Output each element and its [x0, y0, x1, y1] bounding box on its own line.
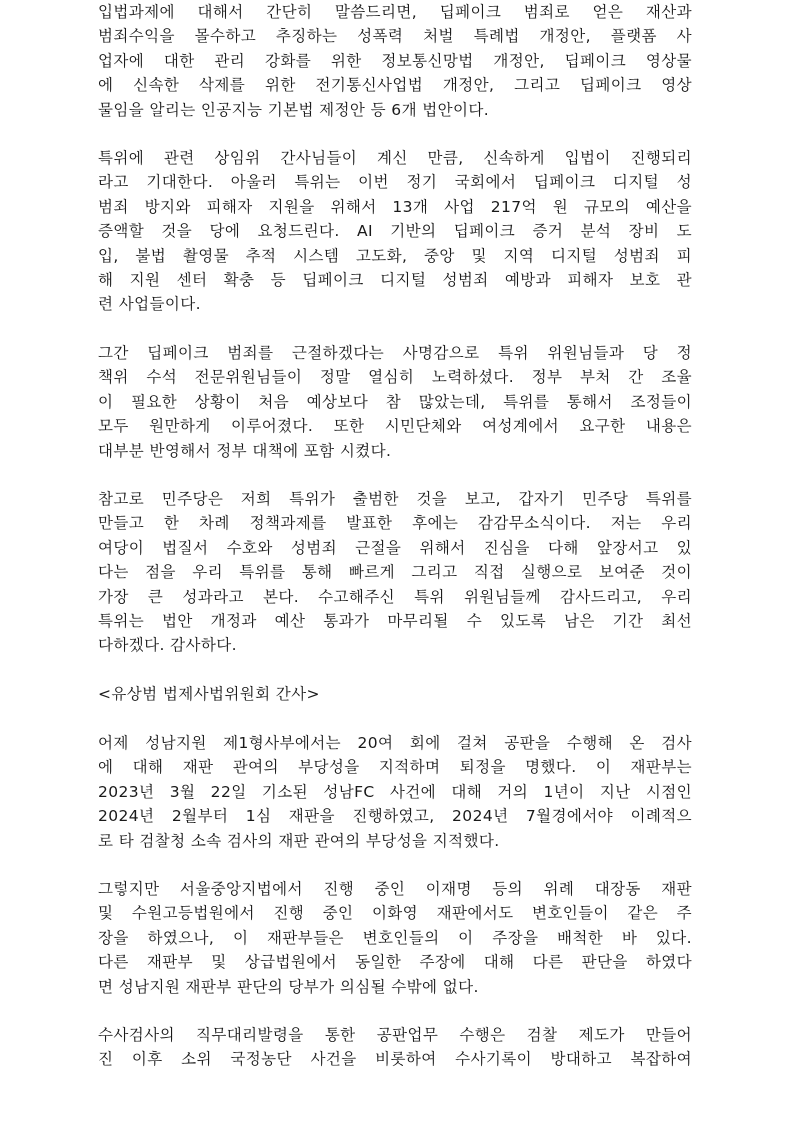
text-line: 입, 불법 촬영물 추적 시스템 고도화, 중앙 및 지역 디지털 성범죄 피	[98, 246, 692, 265]
paragraph-legislative-tasks	[98, 0, 692, 122]
text-line: 업자에 대한 관리 강화를 위한 정보통신망법 개정안, 딥페이크 영상물	[98, 51, 692, 70]
text-line: 그렇지만 서울중앙지법에서 진행 중인 이재명 등의 위례 대장동 재판	[98, 880, 692, 898]
text-line: 라고 기대한다. 아울러 특위는 이번 정기 국회에서 딥페이크 디지털 성	[98, 173, 692, 192]
text-line: 련 사업들이다.	[98, 295, 201, 314]
text-line: 2024년 2월부터 1심 재판을 진행하였고, 2024년 7월경에서야 이례적으	[98, 807, 692, 826]
text-line: 어제 성남지원 제1형사부에서는 20여 회에 걸쳐 공판을 수행해 온 검사	[98, 734, 692, 752]
text-line: 해 지원 센터 확충 등 딥페이크 디지털 성범죄 예방과 피해자 보호 관	[98, 271, 692, 290]
paragraph-committee-efforts	[98, 341, 692, 463]
text-line: 가장 큰 성과라고 본다. 수고해주신 특위 위원님들께 감사드리고, 우리	[98, 587, 692, 606]
text-line: 다는 점을 우리 특위를 통해 빠르게 그리고 직접 실행으로 보여준 것이	[98, 563, 692, 582]
text-line: 여당이 법질서 수호와 성범죄 근절을 위해서 진심을 다해 앞장서고 있	[98, 538, 692, 557]
text-line: 책위 수석 전문위원님들이 정말 열심히 노력하셨다. 정부 부처 간 조율	[98, 368, 692, 387]
text-line: 모두 원만하게 이루어졌다. 또한 시민단체와 여성계에서 요구한 내용은	[98, 417, 692, 436]
text-line: 2023년 3월 22일 기소된 성남FC 사건에 대해 거의 1년이 지난 시점인	[98, 782, 692, 801]
paragraph-democratic-party	[98, 487, 692, 658]
text-line: 물임을 알리는 인공지능 기본법 제정안 등 6개 법안이다.	[98, 100, 490, 119]
paragraph-other-courts	[98, 877, 692, 999]
text-line: 참고로 민주당은 저희 특위가 출범한 것을 보고, 갑자기 민주당 특위를	[98, 490, 692, 508]
paragraph-prosecutor-duty	[98, 1023, 692, 1072]
text-line: 그간 딥페이크 범죄를 근절하겠다는 사명감으로 특위 위원님들과 당 정	[98, 344, 692, 362]
text-line: 에 대해 재판 관여의 부당성을 지적하며 퇴정을 명했다. 이 재판부는	[98, 758, 692, 777]
paragraph-budget-request	[98, 146, 692, 317]
text-line: 진 이후 소위 국정농단 사건을 비롯하여 수사기록이 방대하고 복잡하여	[98, 1050, 692, 1069]
text-line: 입법과제에 대해서 간단히 말씀드리면, 딥페이크 범죄로 얻은 재산과	[98, 3, 692, 21]
speaker-label: <유상범 법제사법위원회 간사>	[98, 685, 320, 703]
text-line: 로 타 검찰청 소속 검사의 재판 관여의 부당성을 지적했다.	[98, 831, 500, 850]
text-line: 특위는 법안 개정과 예산 통과가 마무리될 수 있도록 남은 기간 최선	[98, 612, 692, 631]
text-line: 수사검사의 직무대리발령을 통한 공판업무 수행은 검찰 제도가 만들어	[98, 1026, 692, 1044]
speaker-heading	[98, 682, 692, 706]
text-line: 에 신속한 삭제를 위한 전기통신사업법 개정안, 그리고 딥페이크 영상	[98, 76, 692, 95]
text-line: 및 수원고등법원에서 진행 중인 이화영 재판에서도 변호인들이 같은 주	[98, 904, 692, 923]
text-line: 특위에 관련 상임위 간사님들이 계신 만큼, 신속하게 입법이 진행되리	[98, 149, 692, 167]
text-line: 다하겠다. 감사하다.	[98, 636, 237, 655]
paragraph-seongnam-court	[98, 731, 692, 853]
text-line: 면 성남지원 재판부 판단의 당부가 의심될 수밖에 없다.	[98, 977, 479, 996]
text-line: 증액할 것을 당에 요청드린다. AI 기반의 딥페이크 증거 분석 장비 도	[98, 222, 692, 241]
text-line: 다른 재판부 및 상급법원에서 동일한 주장에 대해 다른 판단을 하였다	[98, 953, 692, 972]
text-line: 범죄수익을 몰수하고 추징하는 성폭력 처벌 특례법 개정안, 플랫폼 사	[98, 27, 692, 46]
text-line: 장을 하였으나, 이 재판부들은 변호인들의 이 주장을 배척한 바 있다.	[98, 928, 692, 947]
text-line: 만들고 한 차례 정책과제를 발표한 후에는 감감무소식이다. 저는 우리	[98, 514, 692, 533]
text-line: 대부분 반영해서 정부 대책에 포함 시켰다.	[98, 441, 392, 460]
text-line: 범죄 방지와 피해자 지원을 위해서 13개 사업 217억 원 규모의 예산을	[98, 197, 692, 216]
text-line: 이 필요한 상황이 처음 예상보다 참 많았는데, 특위를 통해서 조정들이	[98, 392, 692, 411]
